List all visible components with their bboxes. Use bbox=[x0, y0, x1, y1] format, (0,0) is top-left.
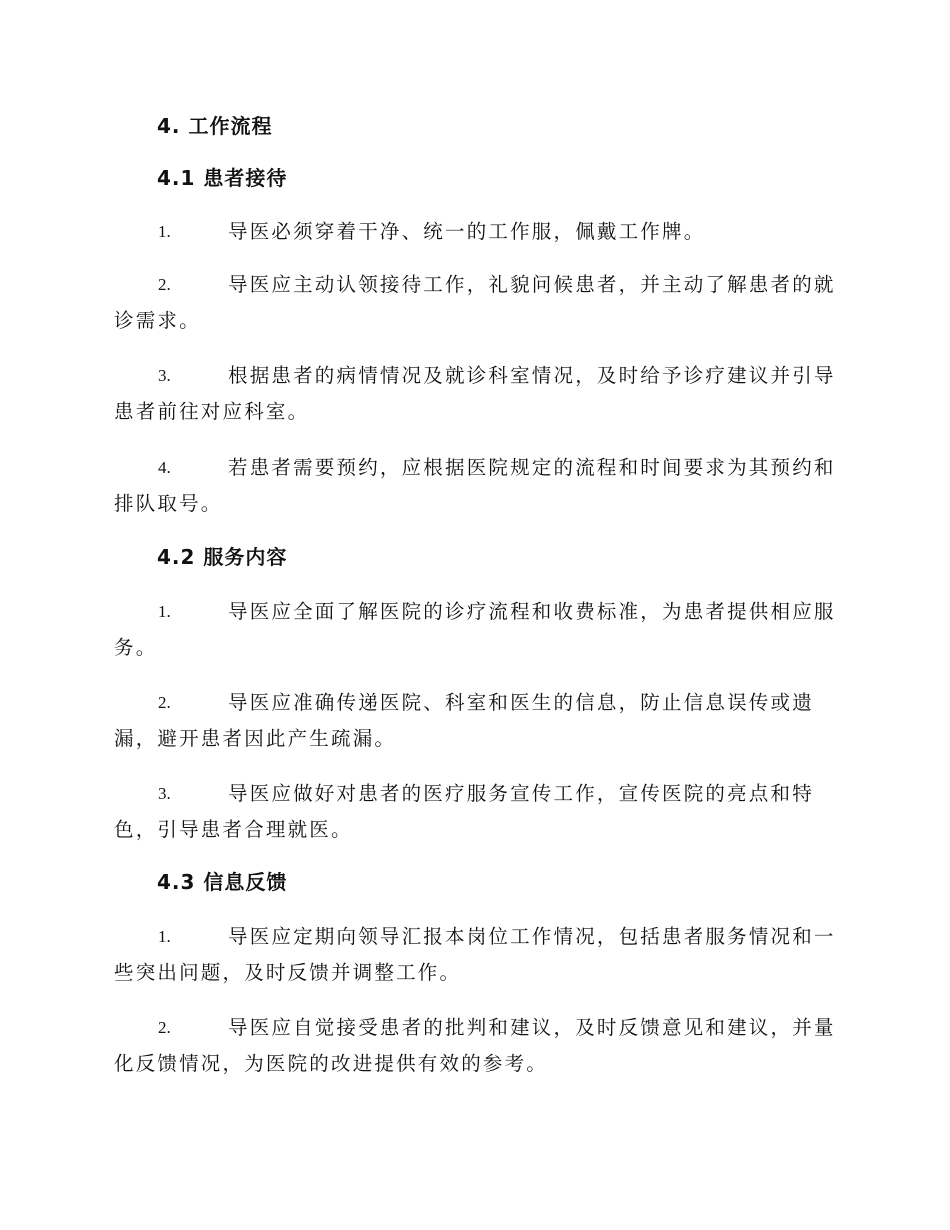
item-text-line1: 导医应准确传递医院、科室和医生的信息，防止信息误传或遗 bbox=[228, 691, 814, 714]
item-text-line2: 化反馈情况，为医院的改进提供有效的参考。 bbox=[114, 1052, 549, 1075]
item-number: 2. bbox=[158, 1018, 171, 1037]
item-number: 2. bbox=[158, 275, 171, 294]
item-text-line2: 色，引导患者合理就医。 bbox=[114, 818, 353, 841]
item-number: 3. bbox=[158, 784, 171, 803]
list-item bbox=[114, 214, 834, 250]
item-text-line2: 患者前往对应科室。 bbox=[114, 400, 310, 423]
list-item bbox=[114, 267, 834, 339]
subsection-heading-4-1: 4.1 患者接待 bbox=[157, 166, 288, 190]
list-item bbox=[114, 358, 834, 430]
list-item bbox=[114, 919, 834, 991]
section-heading: 4. 工作流程 bbox=[157, 114, 273, 138]
item-number: 1. bbox=[158, 602, 171, 621]
item-number: 1. bbox=[158, 222, 171, 241]
list-item bbox=[114, 594, 834, 666]
item-text-line2: 诊需求。 bbox=[114, 309, 201, 332]
item-text-line2: 漏，避开患者因此产生疏漏。 bbox=[114, 727, 397, 750]
subsection-heading-4-2: 4.2 服务内容 bbox=[157, 545, 288, 569]
item-number: 2. bbox=[158, 693, 171, 712]
list-item bbox=[114, 685, 834, 757]
item-text-line2: 务。 bbox=[114, 636, 158, 659]
item-text-line1: 导医应自觉接受患者的批判和建议，及时反馈意见和建议，并量 bbox=[228, 1016, 836, 1039]
item-text-line1: 若患者需要预约，应根据医院规定的流程和时间要求为其预约和 bbox=[228, 456, 836, 479]
item-number: 3. bbox=[158, 366, 171, 385]
subsection-heading-4-3: 4.3 信息反馈 bbox=[157, 870, 288, 894]
list-item bbox=[114, 776, 834, 848]
item-text-line1: 导医应主动认领接待工作，礼貌问候患者，并主动了解患者的就 bbox=[228, 273, 836, 296]
item-number: 4. bbox=[158, 458, 171, 477]
item-text-line1: 导医必须穿着干净、统一的工作服，佩戴工作牌。 bbox=[228, 220, 706, 243]
item-text-line2: 排队取号。 bbox=[114, 492, 223, 515]
list-item bbox=[114, 1010, 834, 1082]
item-number: 1. bbox=[158, 927, 171, 946]
item-text-line1: 根据患者的病情情况及就诊科室情况，及时给予诊疗建议并引导 bbox=[228, 364, 836, 387]
item-text-line1: 导医应全面了解医院的诊疗流程和收费标准，为患者提供相应服 bbox=[228, 600, 836, 623]
list-item bbox=[114, 450, 834, 522]
item-text-line2: 些突出问题，及时反馈并调整工作。 bbox=[114, 961, 462, 984]
item-text-line1: 导医应做好对患者的医疗服务宣传工作，宣传医院的亮点和特 bbox=[228, 782, 814, 805]
item-text-line1: 导医应定期向领导汇报本岗位工作情况，包括患者服务情况和一 bbox=[228, 925, 836, 948]
